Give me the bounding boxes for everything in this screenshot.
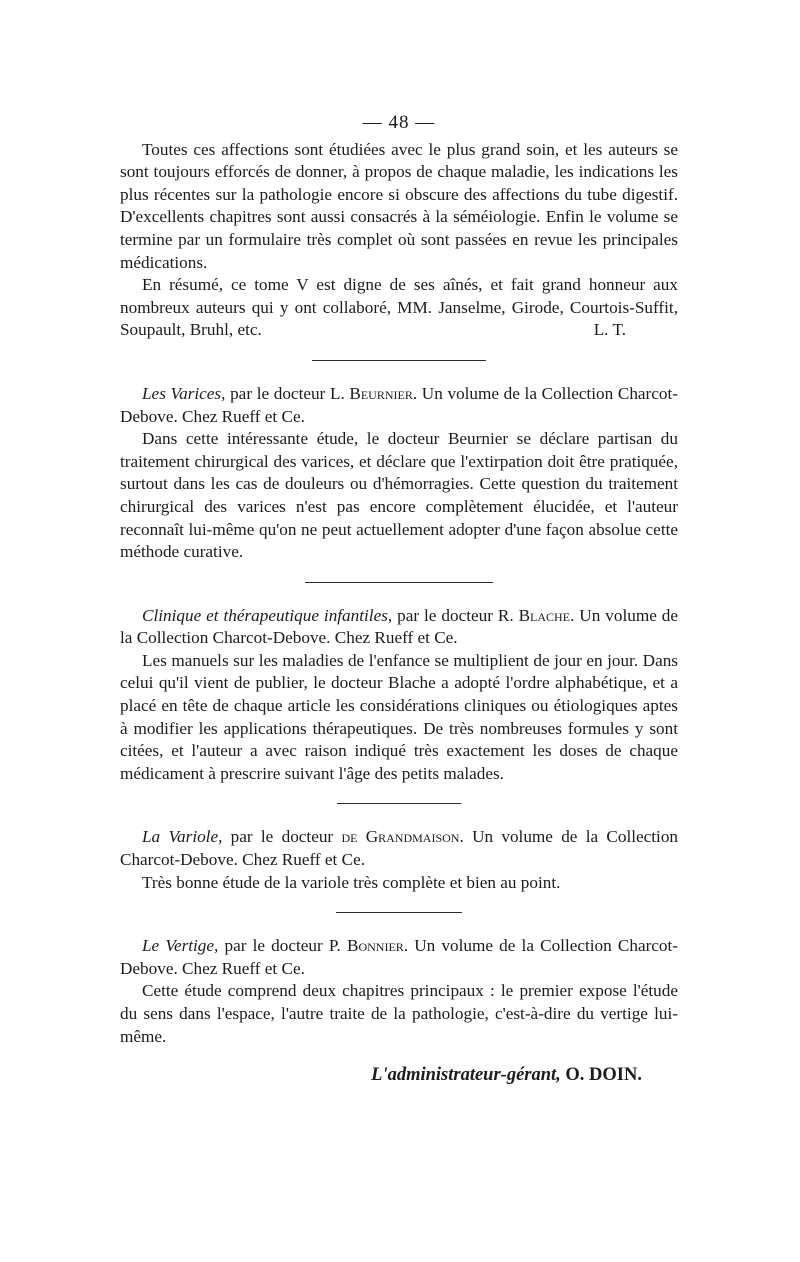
author-name: de Grandmaison: [341, 827, 460, 847]
publisher-info: . Un volume de la Collection Charcot-Debove. Chez Rueff et Ce.: [120, 827, 679, 870]
section-divider: [337, 803, 461, 804]
review-body-varices: Dans cette intéressante étude, le docteur Beurnier se déclare partisan du traitement chirurgical des varices, et déclare que l'extirpation doit être pratiquée, surtout dans les cas de douleurs ou d'hémorragies. Cette question du traitement chirurgical des varices n'est pas encore complètement élucidée, et l'auteur reconnaît lui-même qu'on ne peut actuellement adopter d'une façon absolue cette méthode curative.: [120, 429, 678, 562]
author-prefix: par le docteur: [222, 827, 342, 847]
paragraph-affections: Toutes ces affections sont étudiées avec le plus grand soin, et les auteurs se sont toujours efforcés de donner, à propos de chaque maladie, les indications les plus récentes sur la pathologie encore si obscure des affections du tube digestif. D'excellents chapitres sont aussi consacrés à la séméiologie. Enfin le volume se termine par un formulaire très complet où sont passées en revue les principales médications.: [120, 139, 678, 272]
text-column: [120, 112, 678, 1087]
author-name: Bonnier: [347, 936, 404, 956]
publisher-info: . Un volume de la Collection Charcot-Debove. Chez Rueff et Ce.: [120, 605, 678, 648]
section-divider: [305, 582, 493, 583]
review-body-vertige: Cette étude comprend deux chapitres principaux : le premier expose l'étude du sens dans l'espace, l'autre traite de la pathologie, c'est-à-dire du vertige lui-même.: [120, 981, 678, 1046]
book-title: Le Vertige,: [142, 936, 219, 956]
publisher-info: . Un volume de la Collection Charcot-Debove. Chez Rueff et Ce.: [120, 383, 678, 426]
review-heading-varices: [120, 383, 678, 428]
review-heading-clinique: [120, 605, 678, 650]
author-prefix: par le docteur R.: [392, 605, 519, 625]
closing-name: O. DOIN.: [560, 1065, 642, 1086]
review-body-variole: Très bonne étude de la variole très complète et bien au point.: [142, 872, 561, 892]
author-name: Beurnier: [349, 383, 413, 403]
signature: L. T.: [593, 320, 626, 340]
section-divider: [312, 360, 486, 361]
closing-signature: [120, 1064, 678, 1087]
book-title: Les Varices,: [142, 383, 226, 403]
section-divider: [336, 912, 462, 913]
review-heading-variole: [120, 826, 678, 871]
page-number: — 48 —: [362, 112, 436, 133]
book-title: Clinique et thérapeutique infantiles,: [142, 605, 393, 625]
author-prefix: par le docteur L.: [225, 383, 350, 403]
book-title: La Variole,: [142, 827, 223, 847]
resume-text: En résumé, ce tome V est digne de ses aînés, et fait grand honneur aux nombreux auteurs qui y ont collaboré, MM. Janselme, Girode, Courtois-Suffit, Soupault, Bruhl, etc.: [120, 275, 678, 340]
closing-role: L'administrateur-gérant,: [371, 1065, 561, 1086]
publisher-info: . Un volume de la Collection Charcot-Debove. Chez Rueff et Ce.: [120, 936, 679, 978]
author-name: Blache: [518, 605, 571, 625]
review-body-clinique: Les manuels sur les maladies de l'enfance se multiplient de jour en jour. Dans celui qu'il vient de publier, le docteur Blache a adopté l'ordre alphabétique, et a placé en tête de chaque article les considérations cliniques ou étiologiques aptes à modifier les applications thérapeutiques. De très nombreuses formules y sont citées, et l'auteur a avec raison indiqué très exactement les doses de chaque médicament à prescrire suivant l'âge des petits malades.: [120, 650, 678, 783]
author-prefix: par le docteur P.: [218, 936, 348, 956]
review-heading-vertige: [120, 935, 678, 980]
